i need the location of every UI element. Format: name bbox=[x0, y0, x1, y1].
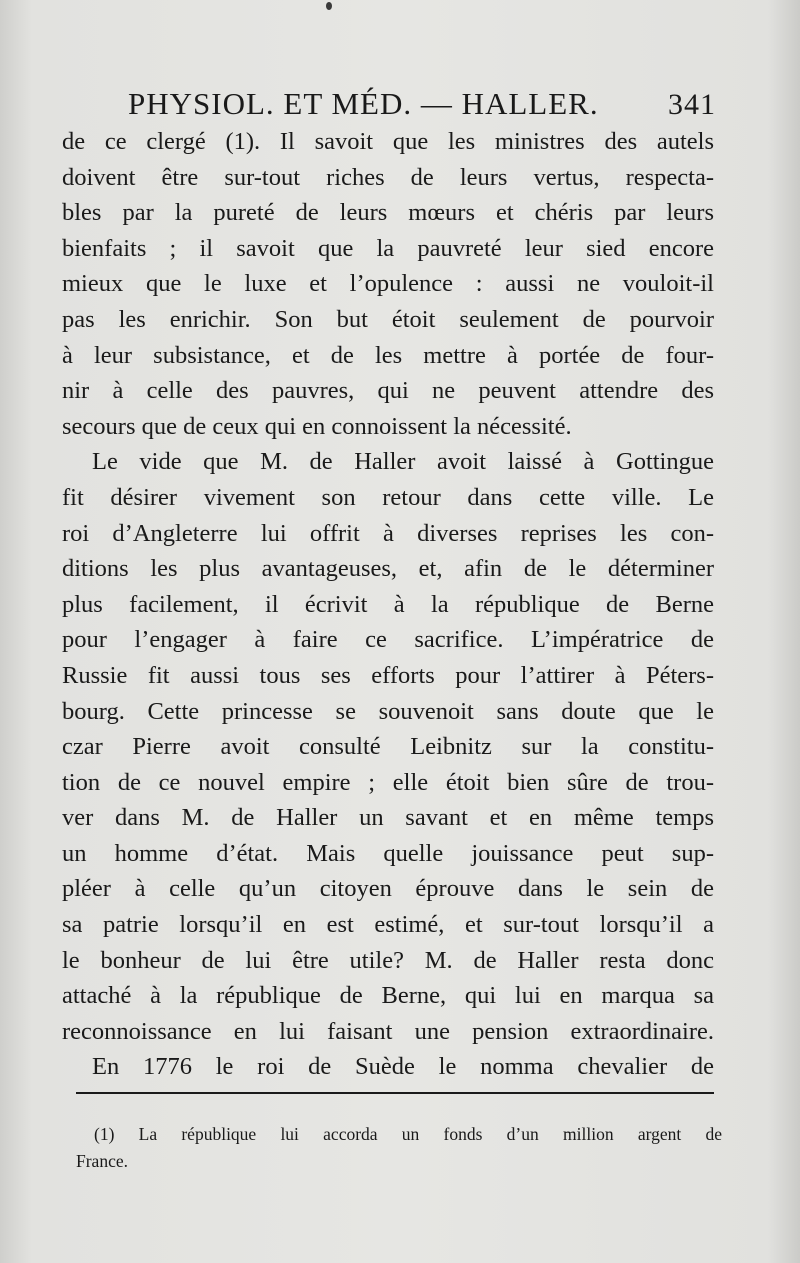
text-line: pléer à celle qu’un citoyen éprouve dans le sein de bbox=[62, 875, 714, 903]
text-line: bles par la pureté de leurs mœurs et chéris par leurs bbox=[62, 199, 714, 227]
text-line: doivent être sur-tout riches de leurs vertus, respecta- bbox=[62, 163, 714, 191]
text-line: un homme d’état. Mais quelle jouissance peut sup- bbox=[62, 839, 714, 867]
text-line: ditions les plus avantageuses, et, afin de le déterminer bbox=[62, 555, 714, 583]
text-line: le bonheur de lui être utile? M. de Haller resta donc bbox=[62, 946, 714, 974]
text-line: roi d’Angleterre lui offrit à diverses reprises les con- bbox=[62, 519, 714, 547]
footnote-line: France. bbox=[76, 1151, 128, 1171]
page-number: 341 bbox=[668, 88, 716, 121]
text-line: à leur subsistance, et de les mettre à portée de four- bbox=[62, 341, 714, 369]
text-line: plus facilement, il écrivit à la république de Berne bbox=[62, 590, 714, 618]
text-line: bourg. Cette princesse se souvenoit sans doute que le bbox=[62, 697, 714, 725]
text-line: pour l’engager à faire ce sacrifice. L’impératrice de bbox=[62, 626, 714, 654]
text-line: nir à celle des pauvres, qui ne peuvent attendre des bbox=[62, 377, 714, 405]
text-line: sa patrie lorsqu’il en est estimé, et sur-tout lorsqu’il a bbox=[62, 911, 714, 939]
running-head bbox=[128, 86, 716, 122]
paragraph-start-line: En 1776 le roi de Suède le nomma chevalier de bbox=[92, 1053, 714, 1081]
text-line: czar Pierre avoit consulté Leibnitz sur la constitu- bbox=[62, 733, 714, 761]
text-line: fit désirer vivement son retour dans cette ville. Le bbox=[62, 483, 714, 511]
footnote bbox=[76, 1121, 722, 1175]
text-line: ver dans M. de Haller un savant et en même temps bbox=[62, 804, 714, 832]
text-line: reconnoissance en lui faisant une pension extraordinaire. bbox=[62, 1017, 714, 1045]
body-text bbox=[62, 124, 714, 1085]
text-line: Russie fit aussi tous ses efforts pour l’attirer à Péters- bbox=[62, 661, 714, 689]
paragraph-start-line: Le vide que M. de Haller avoit laissé à Gottingue bbox=[92, 448, 714, 476]
text-line: pas les enrichir. Son but étoit seulement de pourvoir bbox=[62, 305, 714, 333]
text-line: bienfaits ; il savoit que la pauvreté leur sied encore bbox=[62, 234, 714, 262]
footnote-line: (1) La république lui accorda un fonds d’un million argent de bbox=[94, 1124, 722, 1144]
ink-speck bbox=[326, 2, 332, 10]
text-line: de ce clergé (1). Il savoit que les ministres des autels bbox=[62, 128, 714, 155]
text-line: mieux que le luxe et l’opulence : aussi ne vouloit-il bbox=[62, 270, 714, 298]
running-head-title: PHYSIOL. ET MÉD. — HALLER. bbox=[128, 86, 599, 121]
text-line: secours que de ceux qui en connoissent la nécessité. bbox=[62, 412, 572, 440]
footnote-divider bbox=[76, 1092, 714, 1094]
text-line: tion de ce nouvel empire ; elle étoit bien sûre de trou- bbox=[62, 768, 714, 796]
text-line: attaché à la république de Berne, qui lui en marqua sa bbox=[62, 982, 714, 1010]
